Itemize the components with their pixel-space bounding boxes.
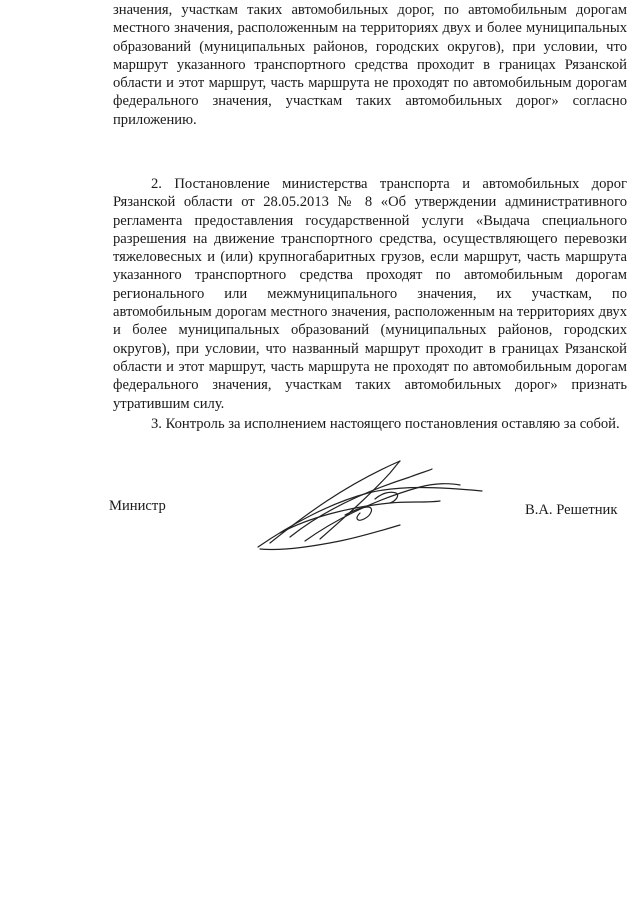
- signatory-name: В.А. Решетник: [525, 502, 618, 518]
- handwritten-signature: [250, 455, 490, 555]
- paragraph-continuation: значения, участкам таких автомобильных дорог, по автомобильным дорогам местного значения, расположенным на территориях двух и более муниципальных образований (муниципальных районов, городских округов), при условии, что маршрут указанного транспортного средства проходит в границах Рязанской области и этот маршрут, часть маршрута не проходят по автомобильным дорогам федерального значения, участкам таких автомобильных дорог» согласно приложению.: [113, 2, 627, 128]
- paragraph-2: 2. Постановление министерства транспорта и автомобильных дорог Рязанской области от 28.05.2013 № 8 «Об утверждении административного регламента предоставления государственной услуги «Выдача специального разрешения на движение транспортного средства, осуществляющего перевозки тяжеловесных и (или) крупногабаритных грузов, если маршрут, часть маршрута указанного транспортного средства проходят по автомобильным дорогам регионального или межмуниципального значения, их участкам, по автомобильным дорогам местного значения, расположенным на территориях двух и более муниципальных образований (муниципальных районов, городских округов), при условии, что названный маршрут проходит в границах Рязанской области и этот маршрут, часть маршрута не проходят по автомобильным дорогам федерального значения, участкам таких автомобильных дорог» признать утратившим силу.: [113, 176, 627, 412]
- paragraph-3: 3. Контроль за исполнением настоящего постановления оставляю за собой.: [151, 416, 620, 432]
- signatory-role: Министр: [109, 498, 166, 514]
